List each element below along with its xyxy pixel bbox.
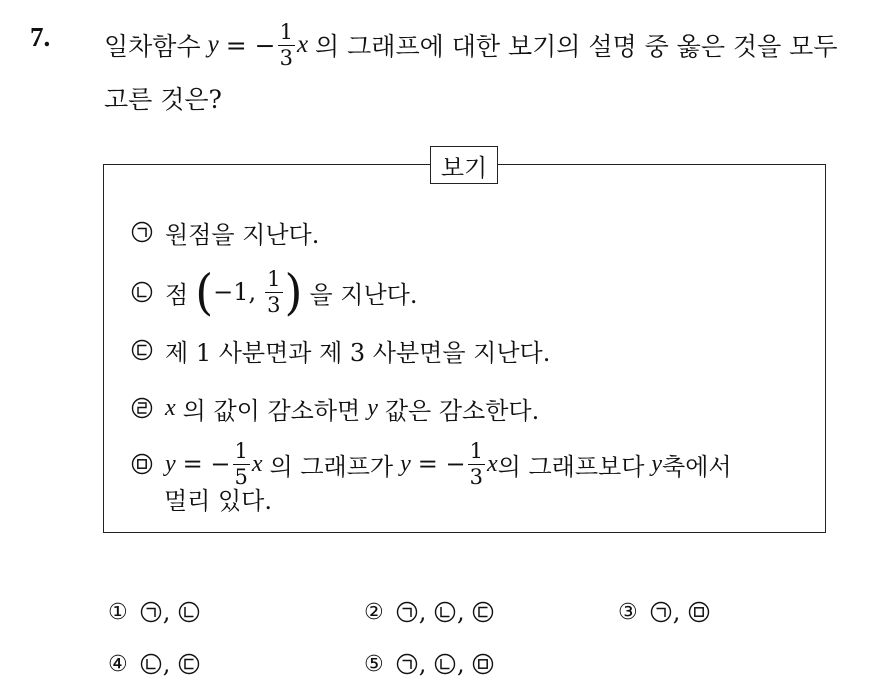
choice-number: ①: [108, 599, 128, 625]
point-y-fraction: [265, 266, 282, 317]
answer-choice-5[interactable]: [364, 646, 495, 682]
answer-choice-1[interactable]: [108, 594, 201, 630]
stem-eq-var: x: [296, 31, 309, 58]
marker-nieun-icon: [131, 281, 153, 303]
stem-fraction-numerator: 1: [279, 19, 293, 44]
marker-rieul-icon: [131, 397, 153, 419]
stem-eq-sign: = −: [225, 30, 276, 60]
choice-number: ⑤: [364, 651, 384, 677]
stem-fraction: [278, 19, 295, 70]
item5-post1: 의 그래프보다: [497, 452, 645, 481]
stem-text-2: 의 그래프에 대한 보기의 설명 중 옳은 것을 모두: [315, 32, 838, 61]
choice-options: [650, 598, 711, 626]
marker-digeut-icon: [472, 601, 494, 623]
item4-post: 값은 감소한다.: [384, 396, 540, 425]
item5-eq1: = −: [182, 450, 231, 478]
example-item-text: 제 1 사분면과 제 3 사분면을 지난다.: [165, 338, 551, 367]
item5-var1: x: [251, 450, 263, 477]
marker-giyeok-icon: [396, 601, 418, 623]
separator: ,: [457, 650, 473, 678]
choice-options: [396, 598, 496, 626]
example-box-title: 보기: [430, 146, 498, 184]
question-stem-line1: [104, 12, 837, 78]
marker-mieum-icon: [472, 653, 494, 675]
marker-giyeok-icon: [396, 653, 418, 675]
marker-giyeok-icon: [140, 601, 162, 623]
marker-digeut-icon: [178, 653, 200, 675]
example-item-pre: 점: [165, 280, 189, 309]
item5-lhs2: y: [400, 450, 411, 477]
marker-giyeok-icon: [131, 221, 153, 243]
choice-number: ③: [618, 599, 638, 625]
item4-mid: 의 값이 감소하면: [182, 396, 361, 425]
example-item-1: [131, 212, 319, 252]
marker-giyeok-icon: [650, 601, 672, 623]
choice-options: [140, 598, 201, 626]
example-item-2: [131, 262, 417, 322]
item5-eq2: = −: [417, 450, 466, 478]
marker-nieun-icon: [178, 601, 200, 623]
right-paren: ): [284, 263, 303, 321]
example-item-4: [131, 388, 539, 428]
marker-nieun-icon: [434, 601, 456, 623]
item5-lhs1: y: [165, 450, 176, 477]
answer-choice-4[interactable]: [108, 646, 201, 682]
example-item-post: 을 지난다.: [309, 280, 418, 309]
marker-nieun-icon: [434, 653, 456, 675]
marker-digeut-icon: [131, 339, 153, 361]
point-x-coordinate: −1,: [213, 278, 257, 306]
example-item-5-continuation: 멀리 있다.: [164, 486, 272, 515]
item5-fraction1-denominator: 5: [234, 464, 248, 489]
answer-choice-3[interactable]: [618, 594, 711, 630]
point-fraction-numerator: 1: [267, 266, 281, 291]
example-item-text: 원점을 지난다.: [165, 220, 320, 249]
item5-fraction2-numerator: 1: [469, 438, 483, 463]
choice-number: ②: [364, 599, 384, 625]
item5-fraction1-numerator: 1: [234, 438, 248, 463]
question-stem-line2: 고른 것은?: [104, 85, 222, 114]
separator: ,: [418, 598, 434, 626]
point-fraction-denominator: 3: [267, 292, 281, 317]
stem-fraction-denominator: 3: [279, 45, 293, 70]
item5-var2: x: [487, 450, 498, 477]
item5-mid: 의 그래프가: [269, 452, 394, 481]
left-paren: (: [195, 263, 214, 321]
stem-text-1: 일차함수: [104, 32, 201, 61]
item5-fraction2: [468, 438, 485, 489]
separator: ,: [672, 598, 688, 626]
choice-options: [140, 650, 201, 678]
item5-var3: y: [651, 450, 663, 477]
separator: ,: [418, 650, 434, 678]
separator: ,: [457, 598, 473, 626]
example-item-3: [131, 330, 550, 370]
choice-options: [396, 650, 496, 678]
item4-var-x: x: [165, 394, 176, 421]
item5-fraction2-denominator: 3: [469, 464, 483, 489]
stem-eq-lhs: y: [207, 31, 219, 58]
choice-number: ④: [108, 651, 128, 677]
marker-mieum-icon: [131, 453, 153, 475]
question-number: 7.: [30, 22, 51, 52]
separator: ,: [162, 650, 178, 678]
marker-nieun-icon: [140, 653, 162, 675]
marker-mieum-icon: [688, 601, 710, 623]
answer-choice-2[interactable]: [364, 594, 495, 630]
item5-post2: 축에서: [662, 452, 732, 481]
item4-var-y: y: [367, 394, 378, 421]
separator: ,: [162, 598, 178, 626]
